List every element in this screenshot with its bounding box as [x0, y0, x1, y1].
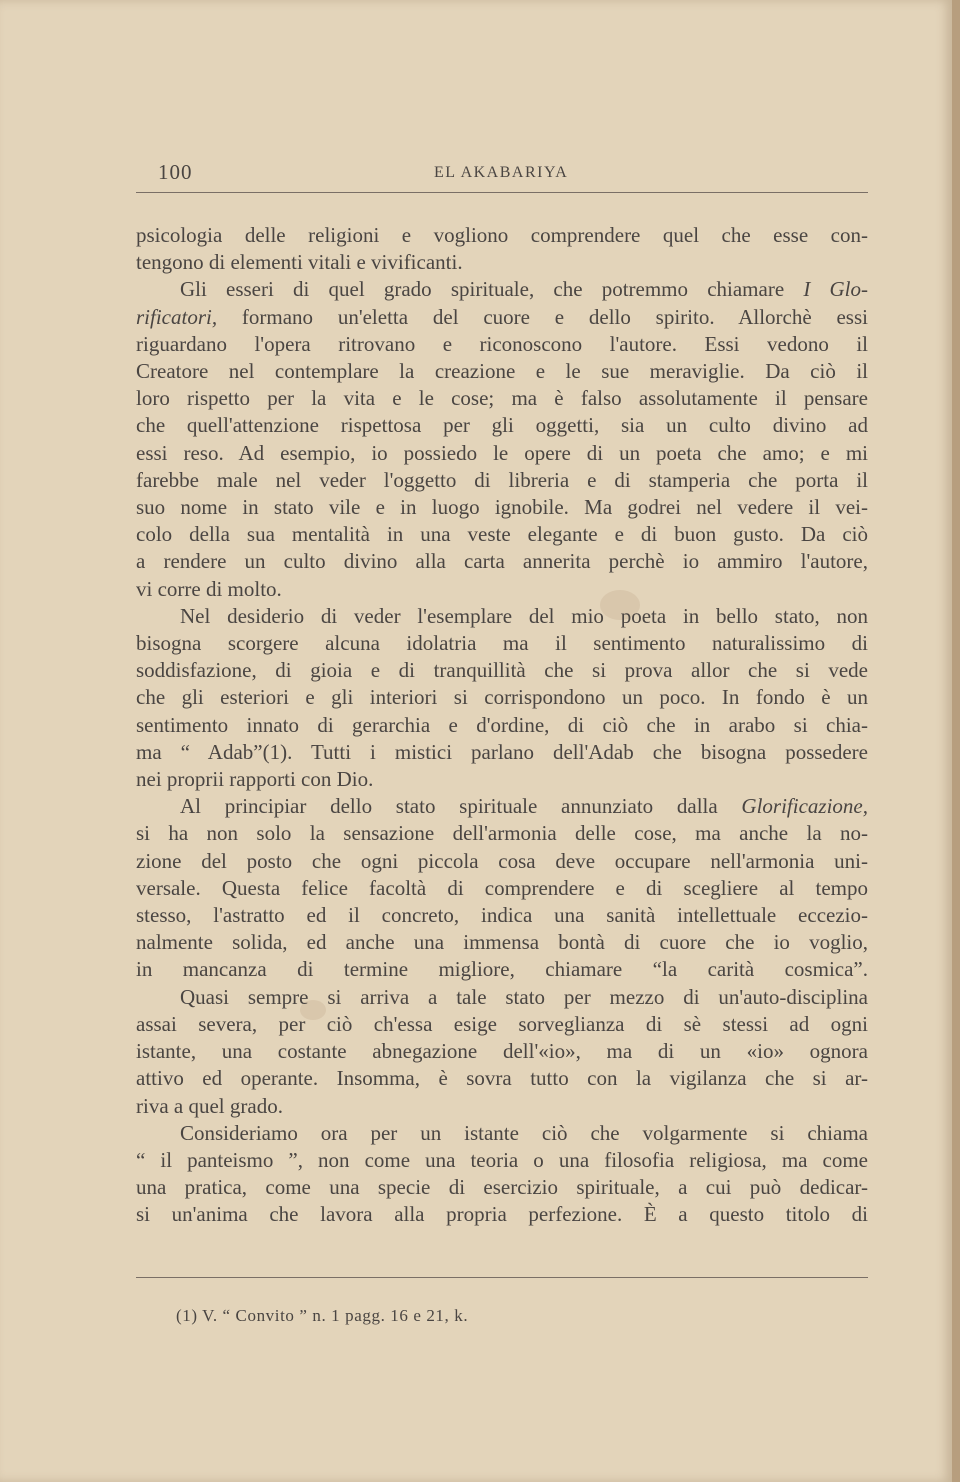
- body-text: [136, 222, 868, 1229]
- page-edge: [952, 0, 960, 1482]
- footnote-rule: [136, 1277, 868, 1278]
- text-line: nei proprii rapporti con Dio.: [136, 767, 374, 792]
- text-line: Gli esseri di quel grado spirituale, che potremmo chiamare I Glo-: [180, 277, 868, 302]
- text-line: nalmente solida, ed anche una immensa bontà di cuore che io voglio,: [136, 930, 868, 955]
- text-line: tengono di elementi vitali e vivificanti.: [136, 250, 463, 275]
- paragraph: [136, 1120, 868, 1229]
- text-line: una pratica, come una specie di esercizio spirituale, a cui può dedicar-: [136, 1175, 868, 1200]
- text-line: versale. Questa felice facoltà di comprendere e di scegliere al tempo: [136, 875, 868, 900]
- text-line: Creatore nel contemplare la creazione e le sue meraviglie. Da ciò il: [136, 359, 868, 384]
- text-line: in mancanza di termine migliore, chiamare “la carità cosmica”.: [136, 957, 868, 982]
- text-line: stesso, l'astratto ed il concreto, indica una sanità intellettuale eccezio-: [136, 903, 868, 928]
- text-line: ma “ Adab”(1). Tutti i mistici parlano dell'Adab che bisogna possedere: [136, 739, 868, 764]
- page-number: 100: [158, 160, 193, 184]
- paragraph: [136, 984, 868, 1120]
- text-line: Quasi sempre si arriva a tale stato per mezzo di un'auto-disciplina: [180, 984, 868, 1009]
- text-line: Nel desiderio di veder l'esemplare del mio poeta in bello stato, non: [180, 603, 868, 628]
- paragraph: [136, 793, 868, 983]
- text-line: rificatori, formano un'eletta del cuore e dello spirito. Allorchè essi: [136, 304, 868, 329]
- text-line: attivo ed operante. Insomma, è sovra tutto con la vigilanza che si ar-: [136, 1066, 868, 1091]
- running-title: EL AKABARIYA: [434, 164, 569, 181]
- paragraph: [136, 276, 868, 602]
- text-line: che quell'attenzione rispettosa per gli oggetti, sia un culto divino ad: [136, 413, 868, 438]
- text-line: a rendere un culto divino alla carta annerita perchè io ammiro l'autore,: [136, 549, 868, 574]
- text-line: farebbe male nel veder l'oggetto di libreria e di stamperia che porta il: [136, 467, 868, 492]
- text-line: sentimento innato di gerarchia e d'ordine, di ciò che in arabo si chia-: [136, 712, 868, 737]
- text-line: Consideriamo ora per un istante ciò che volgarmente si chiama: [180, 1120, 868, 1145]
- text-line: essi reso. Ad esempio, io possiedo le opere di un poeta che amo; e mi: [136, 440, 868, 465]
- text-line: istante, una costante abnegazione dell'«io», ma di un «io» ognora: [136, 1039, 868, 1064]
- footnote: (1) V. “ Convito ” n. 1 pagg. 16 e 21, k.: [176, 1306, 469, 1325]
- text-line: bisogna scorgere alcuna idolatria ma il sentimento naturalissimo di: [136, 631, 868, 656]
- text-line: si un'anima che lavora alla propria perfezione. È a questo titolo di: [136, 1202, 868, 1227]
- text-line: “ il panteismo ”, non come una teoria o una filosofia religiosa, ma come: [136, 1147, 868, 1172]
- text-line: che gli esteriori e gli interiori si corrispondono un poco. In fondo è un: [136, 685, 868, 710]
- text-line: Al principiar dello stato spirituale annunziato dalla Glorificazione,: [180, 794, 868, 819]
- text-line: colo della sua mentalità in una veste elegante e di buon gusto. Da ciò: [136, 522, 868, 547]
- text-line: vi corre di molto.: [136, 576, 282, 601]
- text-line: loro rispetto per la vita e le cose; ma è falso assolutamente il pensare: [136, 386, 868, 411]
- paragraph: [136, 222, 868, 276]
- page-header: [136, 160, 868, 196]
- text-line: si ha non solo la sensazione dell'armonia delle cose, ma anche la no-: [136, 821, 868, 846]
- text-line: riguardano l'opera ritrovano e riconoscono l'autore. Essi vedono il: [136, 331, 868, 356]
- header-rule: [136, 192, 868, 193]
- text-line: soddisfazione, di gioia e di tranquillità che si prova allor che si vede: [136, 658, 868, 683]
- text-line: zione del posto che ogni piccola cosa deve occupare nell'armonia uni-: [136, 848, 868, 873]
- text-line: riva a quel grado.: [136, 1093, 283, 1118]
- text-line: assai severa, per ciò ch'essa esige sorveglianza di sè stessi ad ogni: [136, 1011, 868, 1036]
- paragraph: [136, 603, 868, 793]
- text-line: psicologia delle religioni e vogliono comprendere quel che esse con-: [136, 223, 868, 247]
- text-line: suo nome in stato vile e in luogo ignobile. Ma godrei nel vedere il vei-: [136, 495, 868, 520]
